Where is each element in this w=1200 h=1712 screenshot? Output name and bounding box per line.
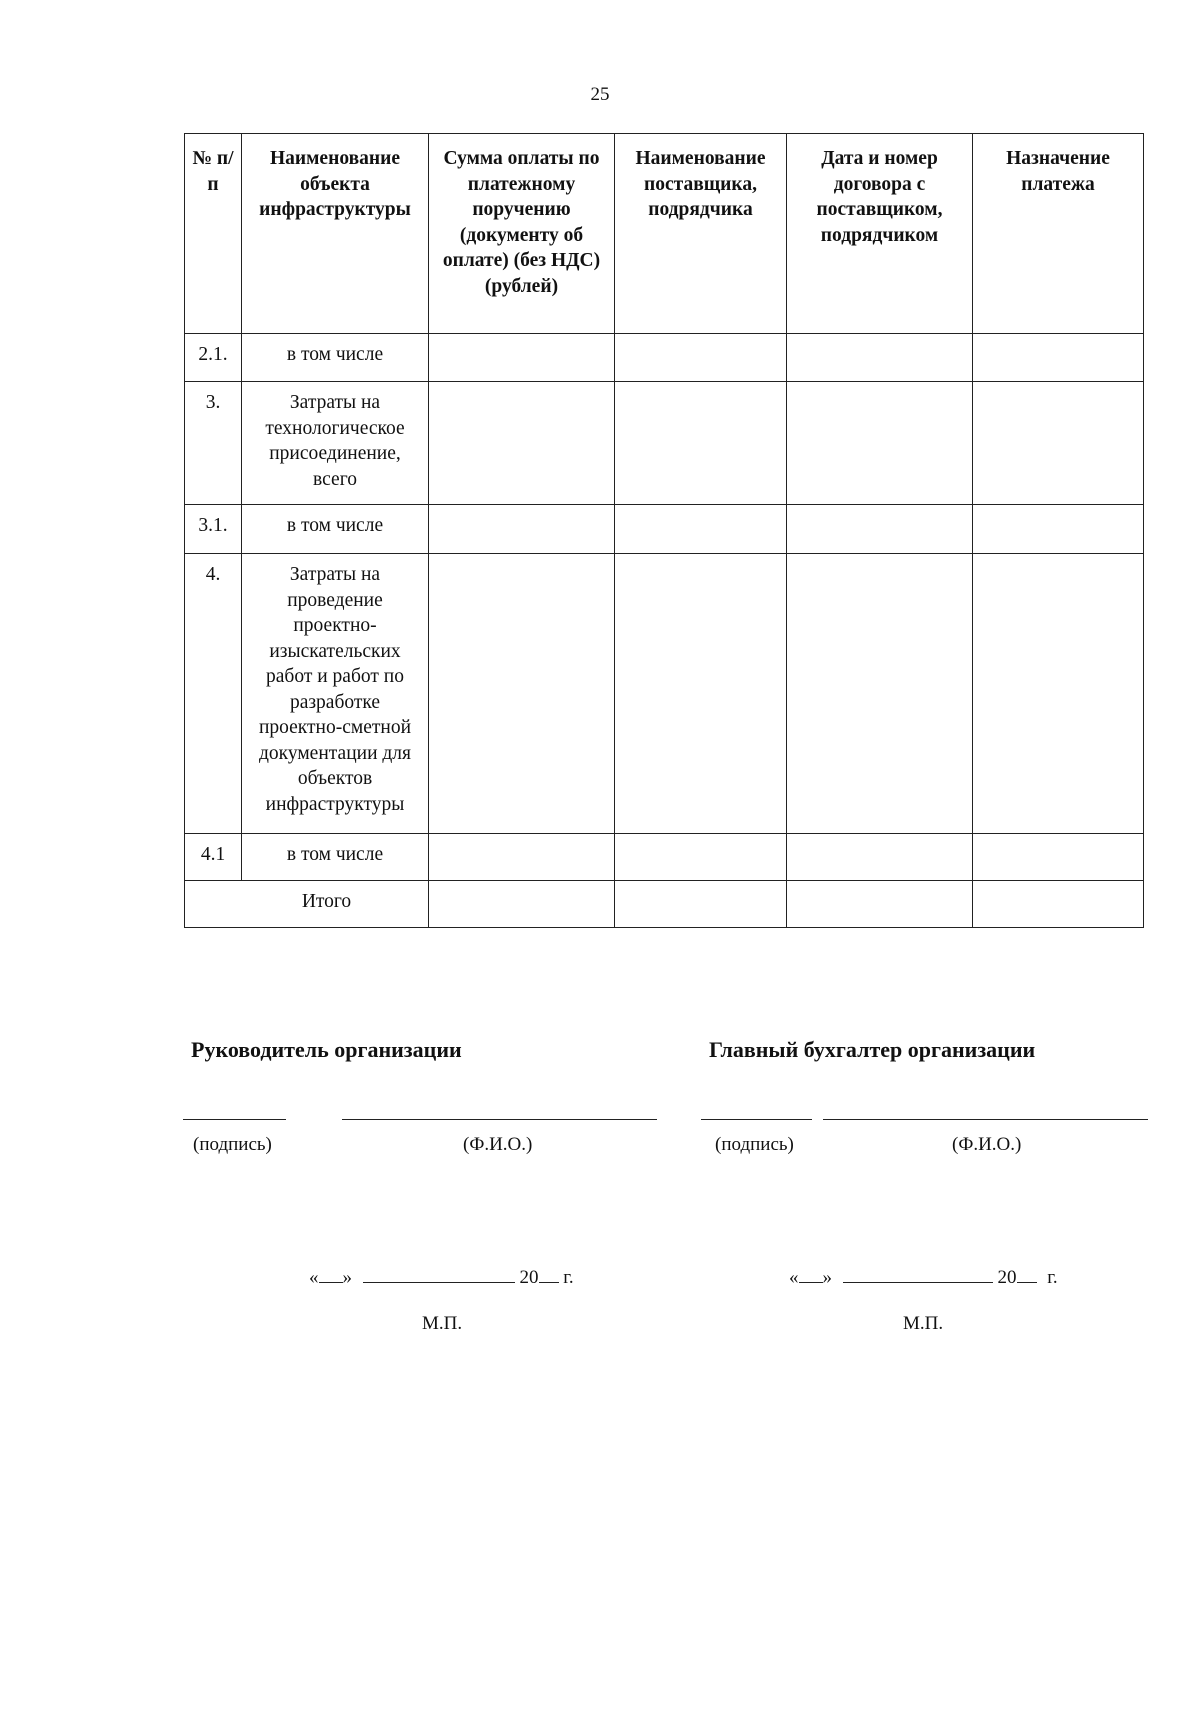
accountant-signature-line[interactable]	[701, 1119, 812, 1120]
director-signature-line[interactable]	[183, 1119, 286, 1120]
empty-cell	[787, 834, 973, 881]
empty-cell	[429, 554, 615, 834]
date-quote-close: »	[342, 1267, 352, 1288]
empty-cell	[787, 554, 973, 834]
row-name: в том числе	[242, 505, 429, 554]
year-suffix: г.	[1047, 1267, 1058, 1288]
table-row	[185, 834, 1144, 881]
empty-cell	[615, 554, 787, 834]
director-stamp-place: М.П.	[422, 1313, 463, 1334]
row-number: 4.	[185, 554, 242, 834]
header-number: № п/п	[185, 134, 242, 334]
accountant-date-line	[789, 1264, 1058, 1289]
empty-cell	[429, 881, 615, 928]
empty-cell	[615, 881, 787, 928]
month-blank[interactable]	[363, 1264, 515, 1283]
table-row	[185, 505, 1144, 554]
table-total-row	[185, 881, 1144, 928]
director-date-line	[309, 1264, 574, 1289]
empty-cell	[429, 334, 615, 382]
empty-cell	[973, 382, 1144, 505]
header-object-name: Наименование объекта инфраструктуры	[242, 134, 429, 334]
empty-cell	[973, 505, 1144, 554]
year-blank[interactable]	[539, 1264, 559, 1283]
year-prefix: 20	[519, 1267, 539, 1288]
empty-cell	[787, 382, 973, 505]
year-blank[interactable]	[1017, 1264, 1037, 1283]
row-name: Затраты на проведение проектно-изыскательских работ и работ по разработке проектно-сметной документации для объектов инфраструктуры	[242, 554, 429, 834]
payment-table	[184, 133, 1144, 928]
table-header-row	[185, 134, 1144, 334]
row-number: 4.1	[185, 834, 242, 881]
header-payment-purpose: Назначение платежа	[973, 134, 1144, 334]
total-label	[185, 881, 429, 928]
empty-cell	[429, 834, 615, 881]
row-name: Затраты на технологическое присоединение, всего	[242, 382, 429, 505]
header-payment-sum: Сумма оплаты по платежному поручению (документу об оплате) (без НДС) (рублей)	[429, 134, 615, 334]
director-signature-caption: (подпись)	[193, 1134, 272, 1155]
row-number: 3.1.	[185, 505, 242, 554]
day-blank[interactable]	[319, 1264, 343, 1283]
date-quote-close: »	[822, 1267, 832, 1288]
date-quote-open: «	[789, 1267, 799, 1288]
empty-cell	[973, 334, 1144, 382]
row-name: в том числе	[242, 334, 429, 382]
empty-cell	[615, 505, 787, 554]
accountant-title: Главный бухгалтер организации	[709, 1037, 1036, 1062]
empty-cell	[973, 834, 1144, 881]
empty-cell	[973, 881, 1144, 928]
table-row	[185, 554, 1144, 834]
accountant-signature-caption: (подпись)	[715, 1134, 794, 1155]
director-title: Руководитель организации	[191, 1037, 462, 1062]
header-supplier-name: Наименование поставщика, подрядчика	[615, 134, 787, 334]
accountant-stamp-place: М.П.	[903, 1313, 944, 1334]
empty-cell	[615, 334, 787, 382]
empty-cell	[429, 382, 615, 505]
row-number: 3.	[185, 382, 242, 505]
row-number: 2.1.	[185, 334, 242, 382]
table-row	[185, 382, 1144, 505]
month-blank[interactable]	[843, 1264, 993, 1283]
empty-cell	[615, 834, 787, 881]
page-number: 25	[590, 84, 610, 105]
empty-cell	[787, 881, 973, 928]
date-quote-open: «	[309, 1267, 319, 1288]
accountant-name-caption: (Ф.И.О.)	[952, 1134, 1022, 1155]
table-row	[185, 334, 1144, 382]
director-name-caption: (Ф.И.О.)	[463, 1134, 533, 1155]
day-blank[interactable]	[799, 1264, 823, 1283]
year-prefix: 20	[997, 1267, 1017, 1288]
accountant-name-line[interactable]	[823, 1119, 1148, 1120]
header-contract-date-number: Дата и номер договора с поставщиком, подрядчиком	[787, 134, 973, 334]
empty-cell	[429, 505, 615, 554]
total-text: Итого	[301, 891, 352, 912]
empty-cell	[787, 505, 973, 554]
year-suffix: г.	[563, 1267, 574, 1288]
director-name-line[interactable]	[342, 1119, 657, 1120]
empty-cell	[973, 554, 1144, 834]
empty-cell	[615, 382, 787, 505]
row-name: в том числе	[242, 834, 429, 881]
empty-cell	[787, 334, 973, 382]
